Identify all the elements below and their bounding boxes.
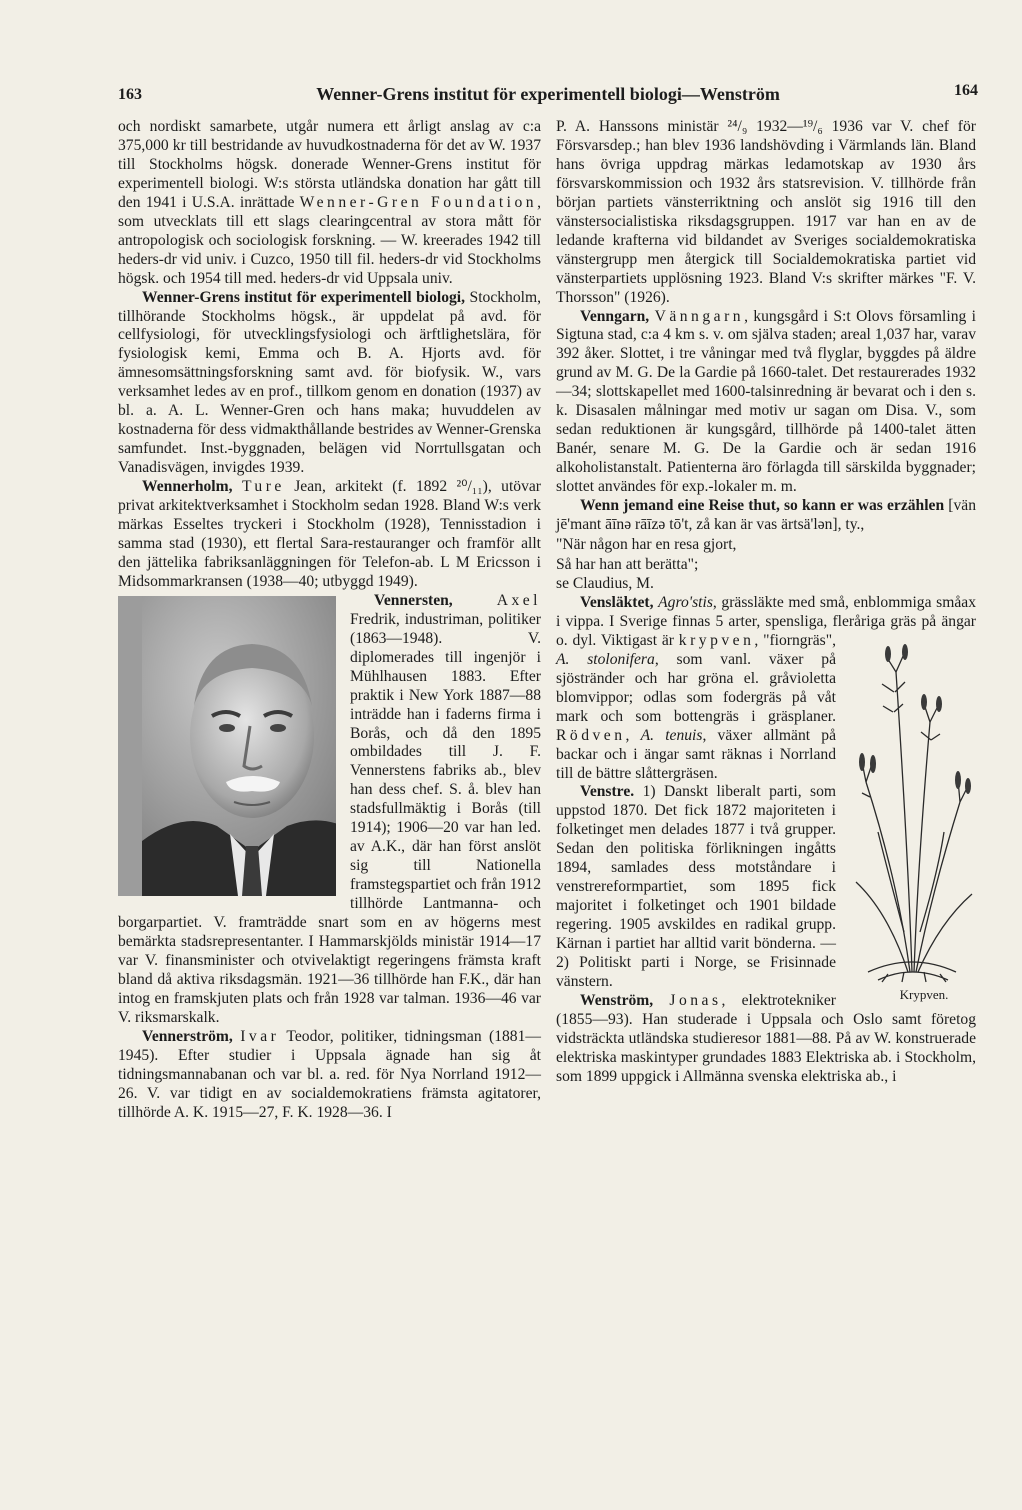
figure-caption: Krypven. [899,986,949,1002]
portrait-photo [118,596,336,896]
headword: Vensläktet, [580,593,654,611]
entry-wenner-grens-institut: Wenner-Grens institut för experimentell biologi, Stockholm, tillhörande Stockholms högsk., är uppdelat på avd. för cellfysiologi, för utvecklingsfysiologi och ärftlighetslära, för fysiologisk kemi, Emma och B. A. Hjorts avd. för ämnesomsättningsforskning samt avd. för biofysik. W., vars verksamhet ledes av en prof., tillkom genom en donation (1937) av bl. a. A. L. Wenner-Gren och hans maka; huvuddelen av kostnaderna för dess vidmakthållande bestrides av Wenner-Grenska samfundet. Inst.-byggnaden, belägen vid Norrtullsgatan och Vanadisvägen, invigdes 1939. [118,288,541,477]
page-number-left: 163 [118,86,142,103]
headword: Vennerström, [142,1027,233,1045]
right-column [556,118,976,1087]
headword: Vennersten, [374,591,453,609]
page-number-right: 164 [954,82,978,99]
headword: Wenner-Grens institut för experimentell biologi, [142,288,466,306]
quoted-verse: "När någon har en resa gjort, Så har han att berätta"; [556,535,737,573]
running-title: Wenner-Grens institut för experimentell biologi—Wenström [316,84,780,104]
headword: Wennerholm, [142,478,233,496]
entry-wennerholm: Wennerholm, Ture Jean, arkitekt (f. 1892 ²⁰/₁₁), utövar privat arkitektverksamhet i Stockholm sedan 1928. Bland W:s verk märkas Esseltes tryckeri i Stockholm (1928), Tennisstadion i samma stad (1930), ett flertal Sara-restauranger och framför allt den jättelika fabriksanläggningen för Telefon-ab. L M Ericsson i Midsommarkransen (1938—40; utbyggd 1949). [118,478,541,590]
entry-vennersten: Vennersten, Axel Fredrik, industriman, politiker (1863—1948). V. diplomerades till ingenjör i Mühlhausen 1883. Efter praktik i New York 1887—88 inträdde han i faderns firma i Borås, och då den 1895 ombildades till J. F. Vennerstens fabriks ab., blev han dess chef. S. å. blev han stadsfullmäktig i Borås (till 1914); 1906—20 var han led. av A.K., där han först anslöt sig till Nationella framstegspartiet och från 1912 tillhörde Lantmanna- och borgarpartiet. V. framträdde snart som en av högerns mest bemärkta stadsrepresentanter. I Hammarskjölds ministär 1914—17 var V. finansminister och otvivelaktigt regeringens främsta kraft bland då aktiva riksdagsmän. 1921—36 tillhörde han F.K., där han intog en framskjuten plats och från 1928 var talman. 1936—46 var V. riksmarskalk. [118,591,541,1026]
entry-venngarn: Venngarn, Vänngarn, kungsgård i S:t Olovs församling i Sigtuna stad, c:a 4 km s. v. om själva staden; areal 1,037 har, varav 392 åker. Slottet, i tre våningar med två flyglar, byggdes på äldre grund av M. G. De la Gardie på 1660-talet. Det restaurerades 1932—34; slottskapellet med 1600-talsinredning är bevarat och i den s. k. Disasalen målningar med motiv ur sagan om Disa. V., som sedan reduktionen är kungsgård, tillhörde på 1400-talet ätten Banér, senare M. G. De la Gardie och är sedan 1916 alkoholistanstalt. Patienterna äro förlagda till särskilda byggnader; slottet användes för exp.-lokaler m. m. [556,307,976,496]
headword: Venngarn, [580,307,650,325]
entry-wenn-jemand: Wenn jemand eine Reise thut, so kann er was erzählen [vän jē'mant āīnə rāīzə tō't, zå kan är vas ärtsä'lən], ty., [556,497,977,534]
entry-continuation: P. A. Hanssons ministär ²⁴/₉ 1932—¹⁹/₆ 1936 var V. chef för Försvarsdep.; han blev 1936 landshövding i Värmlands län. Bland hans övriga uppdrag märkas ledamotskap av 1930 års försvarskommission och 1932 års statsrevision. V. tillhörde från början partiets vänsterriktning och anslöt sig 1916 till den vänstersocialistiska riksdagsgruppen. 1917 var han en av de ledande krafterna vid bildandet av Sveriges socialdemokratiska vänstergrupp men återgick till Socialdemokratiska partiet vid vänsterpartiets upplösning 1923. Bland V:s skrifter märkes "F. V. Thorsson" (1926). [556,118,976,306]
krypven-illustration [848,632,976,1004]
headword: Venstre. [580,783,635,801]
entry-continuation: och nordiskt samarbete, utgår numera ett årligt anslag av c:a 375,000 kr till bestridande av huvudkostnaderna för det av W. 1937 till Stockholms högsk. donerade Wenner-Grens institut för experimentell biologi. W:s största utländska donation har gått till den 1941 i U.S.A. inrättade Wenner-Gren Foundation, som utvecklats till ett slags clearingcentral av stora mått för antropologisk och sociologisk forskning. — W. kreerades 1942 till heders-dr vid univ. i Cuzco, 1950 till fil. heders-dr vid Stockholms högsk. och 1954 till med. heders-dr vid Uppsala univ. [118,118,541,287]
entry-vennerstrom: Vennerström, Ivar Teodor, politiker, tidningsman (1881—1945). Efter studier i Uppsala ägnade han sig åt tidningsmannabanan och var bl. a. red. för Nya Norrland 1912—26. V. var tidigt en av socialdemokratiens främsta agitatorer, tillhörde A. K. 1915—27, F. K. 1928—36. I [118,1027,541,1121]
entry-venslaktet: Vensläktet, Agro'stis, grässläkte med små, enblommiga småax i vippa. I Sverige finnas 5 arter, spensliga, fleråriga gräs på ängar o. dyl. Viktigast är krypven, "fiorngräs", Krypven. A. stolonifera, som vanl. växer på sjöstränder och har gröna el. gråvioletta blomvippor; odlas som fodergräs på våt mark och som bottengräs i gräsplaner. Rödven, A. tenuis, växer allmänt på backar och i ängar samt räknas i Norrland till de bättre slåttergräsen. [556,594,976,784]
see-reference: se Claudius, M. [556,574,654,592]
headword: Wenn jemand eine Reise thut, so kann er was erzählen [580,497,945,515]
entry-wenstrom: Wenström, Jonas, elektrotekniker (1855—93). Han studerade i Uppsala och Oslo samt företog vidsträckta utländska studieresor 1881—88. På av W. konstruerade elektriska maskintyper grundades 1883 Elektriska ab. i Stockholm, som 1899 uppgick i Allmänna svenska elektriska ab., i [556,991,976,1085]
left-column [118,118,541,1123]
running-header [118,82,978,112]
headword: Wenström, [580,991,654,1009]
entry-venstre: Venstre. 1) Danskt liberalt parti, som uppstod 1870. Det fick 1872 majoriteten i folketinget men delades 1877 i två grupper. Sedan den politiska förlikningen ingåtts 1894, samlades dess motståndare i venstrereformpartiet, som 1895 fick majoritet i folketinget och 1901 bildade regering. 1905 avskildes en radikal grupp. Kärnan i partiet har alltid varit bönderna. — 2) Politiskt parti i Norge, se Frisinnade vänstern. [556,783,836,990]
